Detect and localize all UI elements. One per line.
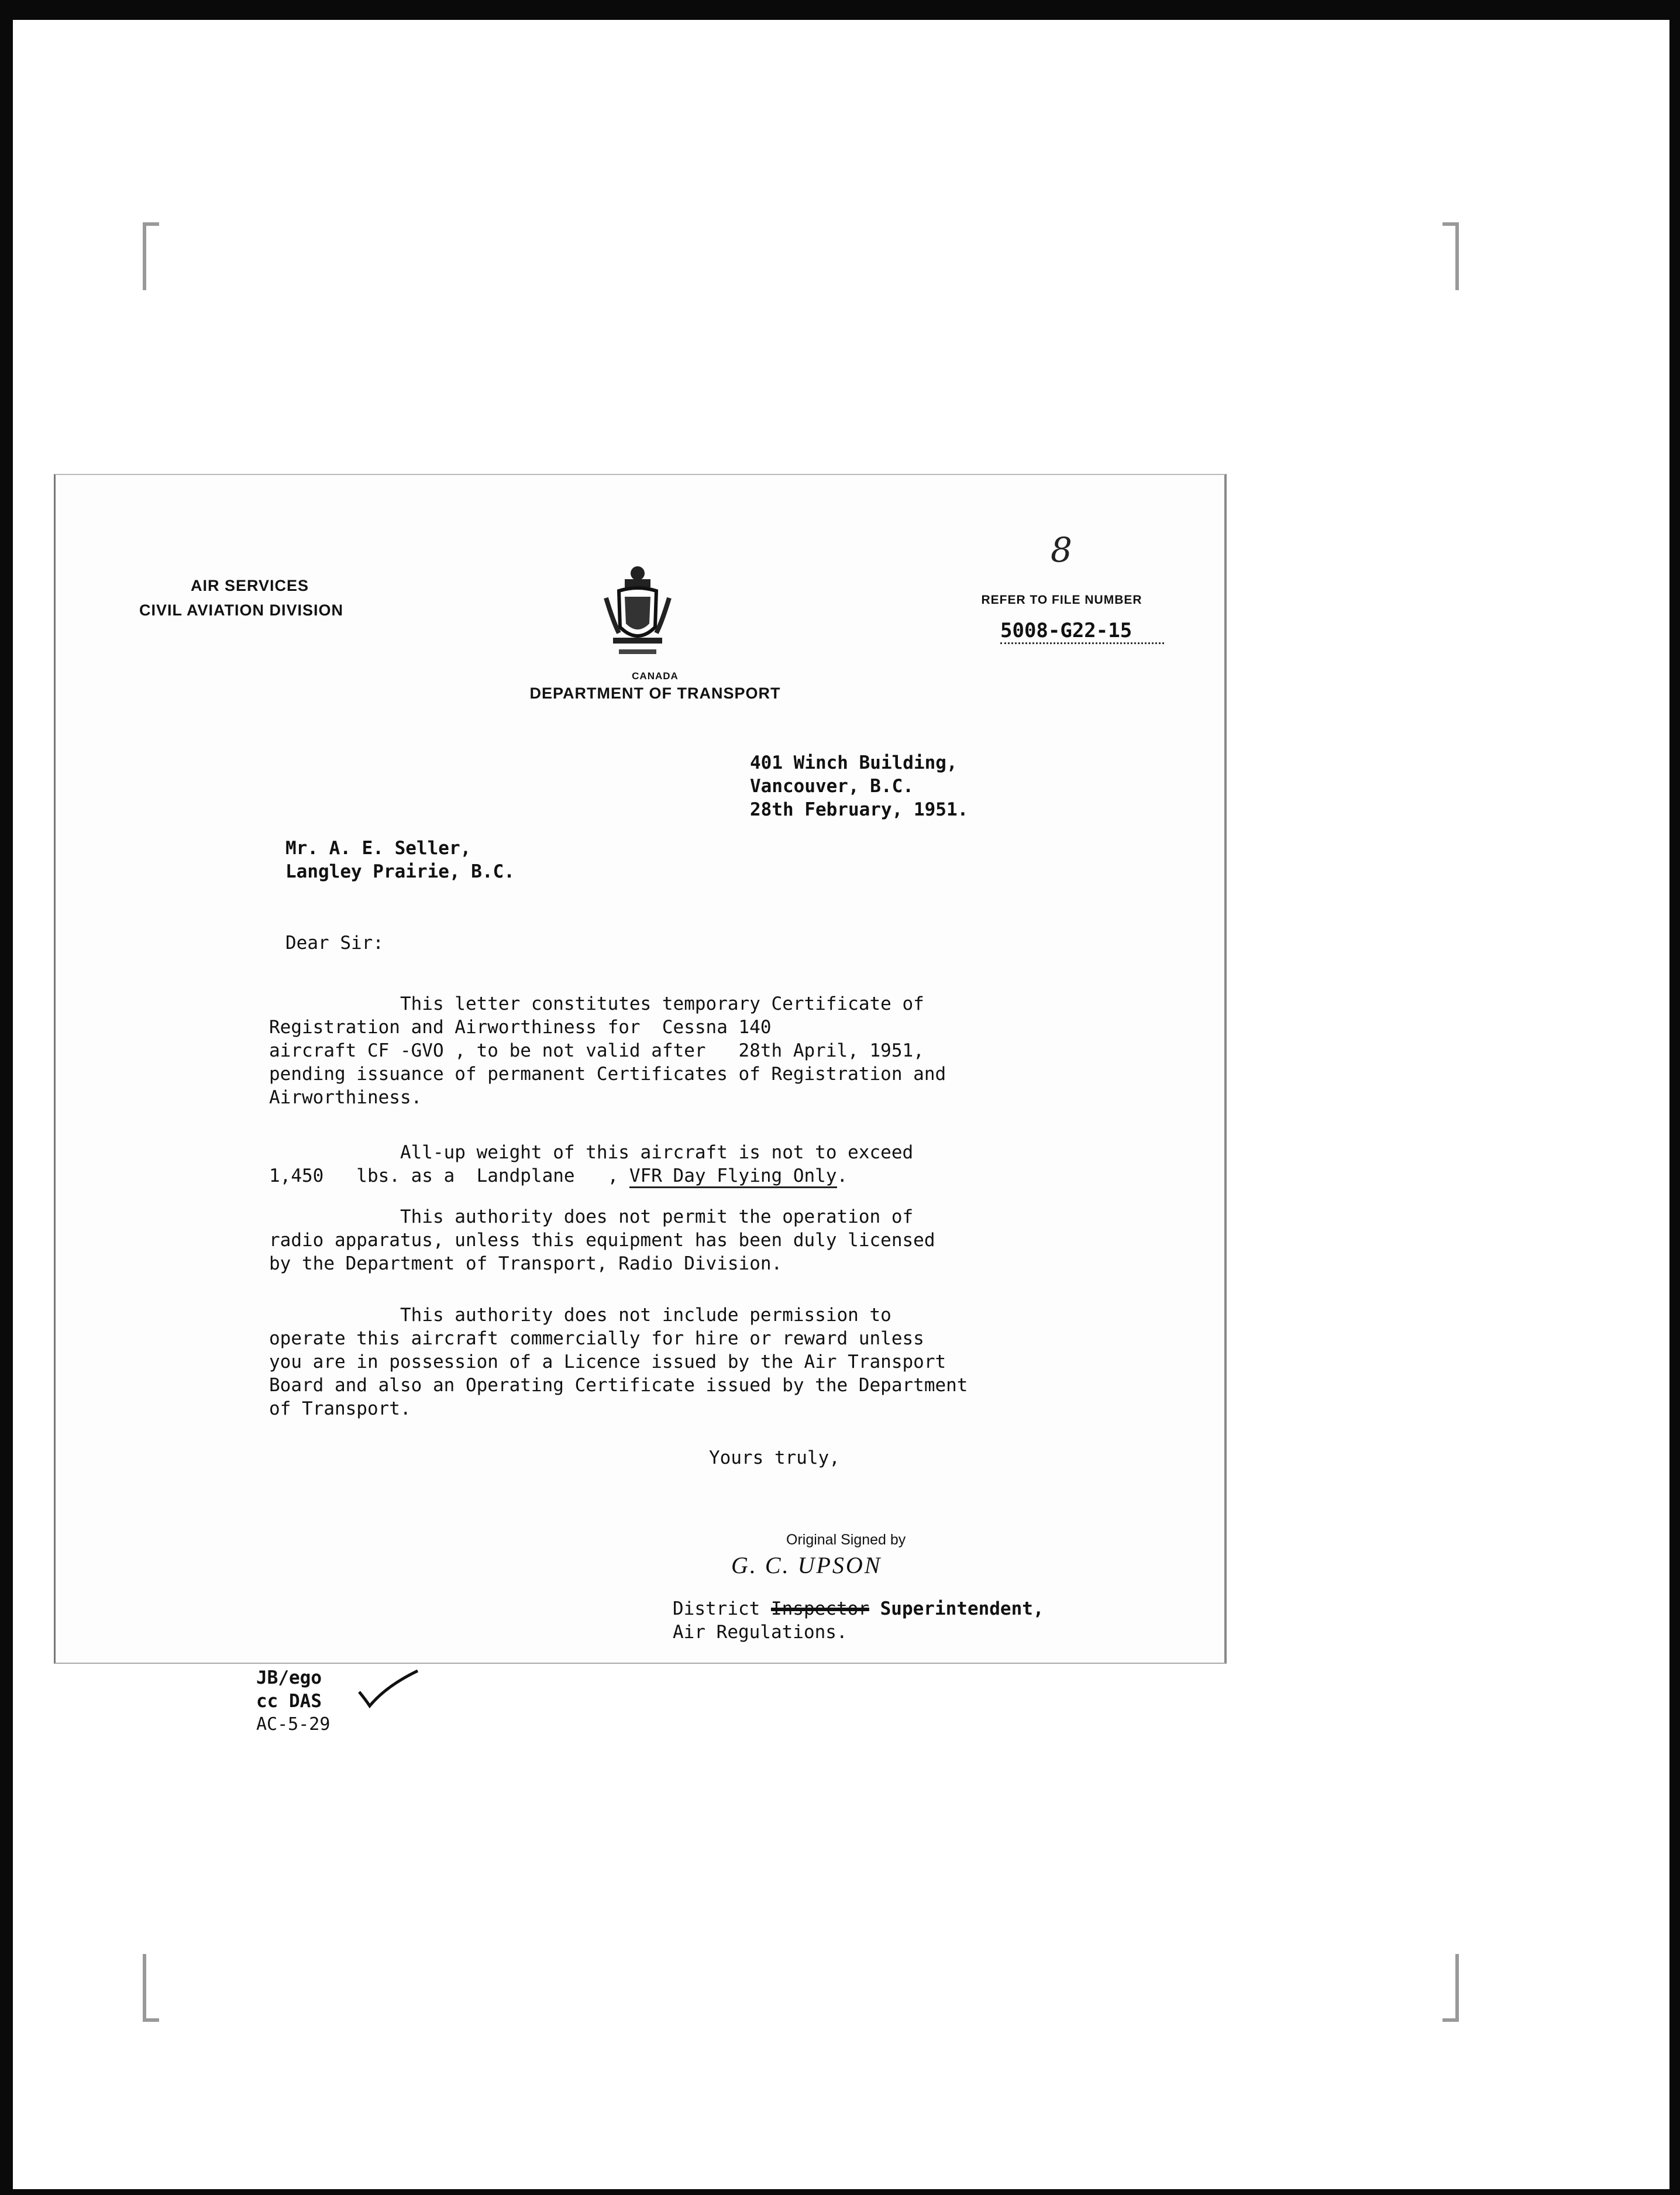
- crop-mark-top-left: [143, 222, 159, 290]
- closing: Yours truly,: [709, 1447, 840, 1468]
- p4-line2: operate this aircraft commercially for hire or reward unless: [269, 1328, 924, 1349]
- p3-line2: radio apparatus, unless this equipment has been duly licensed: [269, 1230, 935, 1251]
- scan-edge-top: [0, 0, 1680, 20]
- paragraph-certificate: [269, 992, 1106, 1109]
- department-label: DEPARTMENT OF TRANSPORT: [529, 684, 781, 702]
- p1-line4: pending issuance of permanent Certificates of Registration and: [269, 1064, 946, 1085]
- sender-address: [750, 751, 968, 821]
- p2-line2a: 1,450 lbs. as a Landplane ,: [269, 1165, 629, 1186]
- p4-line1: This authority does not include permission to: [269, 1305, 891, 1326]
- handwritten-page-number: 8: [1051, 530, 1072, 570]
- checkmark-icon: [357, 1668, 421, 1709]
- recipient-name: Mr. A. E. Seller,: [285, 838, 471, 859]
- letter-date: 28th February, 1951.: [750, 799, 969, 820]
- crop-mark-bottom-left: [143, 1954, 159, 2022]
- country-label: CANADA: [632, 670, 679, 682]
- department-header: [503, 670, 807, 703]
- paragraph-weight: [269, 1141, 1106, 1188]
- division-line2: CIVIL AVIATION DIVISION: [139, 601, 344, 619]
- reference-initials: [256, 1666, 330, 1736]
- paragraph-commercial: [269, 1303, 1106, 1420]
- coat-of-arms-icon: [601, 563, 674, 674]
- title-part-a: District: [673, 1598, 771, 1619]
- p2-line2c: .: [836, 1165, 848, 1186]
- signatory-title-line2: Air Regulations.: [673, 1622, 848, 1643]
- p1-line3: aircraft CF -GVO , to be not valid after 28th April, 1951,: [269, 1040, 924, 1061]
- title-struck-word: Inspector: [770, 1598, 869, 1619]
- sender-address-line1: 401 Winch Building,: [750, 752, 958, 773]
- crop-mark-bottom-right: [1443, 1954, 1459, 2022]
- crop-mark-top-right: [1443, 222, 1459, 290]
- recipient-block: [285, 837, 515, 883]
- p1-line5: Airworthiness.: [269, 1087, 422, 1108]
- p4-line5: of Transport.: [269, 1398, 411, 1419]
- signatory-title: [673, 1597, 1044, 1621]
- p3-line1: This authority does not permit the operation of: [269, 1206, 914, 1227]
- carbon-copy: cc DAS: [256, 1691, 322, 1712]
- p4-line4: Board and also an Operating Certificate issued by the Department: [269, 1375, 968, 1396]
- p2-line1: All-up weight of this aircraft is not to exceed: [269, 1142, 914, 1163]
- typist-initials: JB/ego: [256, 1667, 322, 1688]
- p4-line3: you are in possession of a Licence issued by the Air Transport: [269, 1351, 946, 1372]
- scan-edge-left: [0, 0, 13, 2195]
- division-header: [139, 573, 343, 622]
- file-number: 5008-G22-15: [1000, 619, 1164, 644]
- file-reference: [959, 593, 1164, 644]
- title-part-b: Superintendent,: [869, 1598, 1044, 1619]
- form-number: AC-5-29: [256, 1714, 331, 1735]
- signature-note: Original Signed by: [786, 1532, 906, 1548]
- p1-line2: Registration and Airworthiness for Cessna 140: [269, 1017, 772, 1038]
- salutation: Dear Sir:: [285, 933, 384, 954]
- recipient-location: Langley Prairie, B.C.: [285, 861, 515, 882]
- file-number-label: REFER TO FILE NUMBER: [981, 593, 1142, 607]
- p3-line3: by the Department of Transport, Radio Division.: [269, 1253, 783, 1274]
- paragraph-radio: [269, 1205, 1106, 1275]
- sender-address-line2: Vancouver, B.C.: [750, 776, 914, 797]
- p1-line1: This letter constitutes temporary Certificate of: [269, 993, 924, 1014]
- scan-edge-right: [1669, 0, 1680, 2195]
- signatory-name: G. C. UPSON: [731, 1552, 882, 1578]
- division-line1: AIR SERVICES: [191, 577, 309, 594]
- scan-edge-bottom: [0, 2189, 1680, 2195]
- p2-line2-underlined: VFR Day Flying Only: [629, 1165, 837, 1188]
